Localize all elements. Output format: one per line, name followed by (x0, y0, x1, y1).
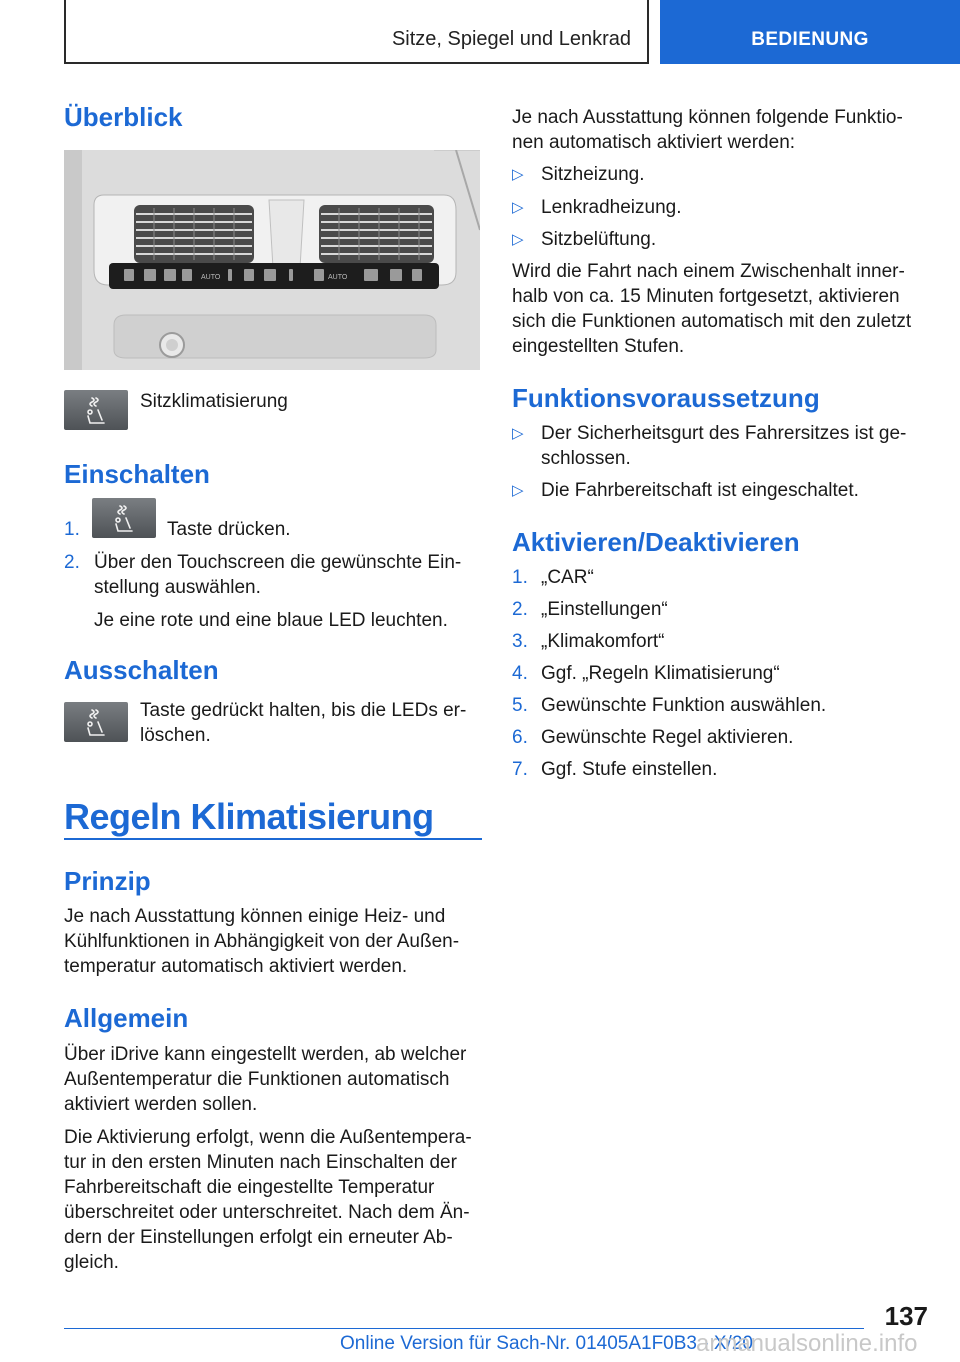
allgemein-line: gleich. (64, 1252, 119, 1273)
ausschalten-text: Taste gedrückt halten, bis die LEDs er- (140, 700, 467, 721)
seat-climate-icon (64, 390, 128, 430)
seat-climate-button-icon (92, 498, 156, 538)
heading-ausschalten: Ausschalten (64, 655, 219, 685)
allgemein-line: Über iDrive kann eingestellt werden, ab welcher (64, 1044, 467, 1065)
prinzip-line: temperatur automatisch aktiviert werden. (64, 956, 408, 977)
bullet-triangle-icon: ▷ (512, 199, 524, 216)
allgemein-line: dern der Einstellungen erfolgt ein erneuter Ab- (64, 1227, 453, 1248)
step-text: Gewünschte Funktion auswählen. (541, 695, 827, 716)
allgemein-line: Die Aktivierung erfolgt, wenn die Außentempera- (64, 1127, 472, 1148)
prinzip-line: Je nach Ausstattung können einige Heiz- und (64, 906, 446, 927)
condition-text: Der Sicherheitsgurt des Fahrersitzes ist ge- (541, 423, 907, 444)
step-number: 3. (512, 631, 528, 652)
resume-line: sich die Funktionen automatisch mit den zuletzt (512, 311, 912, 332)
step-number: 5. (512, 695, 528, 716)
heading-einschalten: Einschalten (64, 459, 210, 489)
step-number: 6. (512, 727, 528, 748)
resume-line: eingestellten Stufen. (512, 336, 685, 357)
heading-ueberblick: Überblick (64, 102, 183, 132)
header-section-title: Sitze, Spiegel und Lenkrad (391, 28, 631, 50)
condition-text: schlossen. (541, 448, 631, 469)
step-text: Gewünschte Regel aktivieren. (541, 727, 794, 748)
page-number: 137 (884, 1301, 928, 1331)
icon-caption: Sitzklimatisierung (140, 391, 288, 412)
header-chapter-tab[interactable] (660, 0, 960, 64)
step-text: Ggf. „Regeln Klimatisierung“ (541, 663, 780, 684)
bullet-triangle-icon: ▷ (512, 166, 524, 183)
step-note: Je eine rote und eine blaue LED leuchten. (94, 610, 448, 631)
seat-climate-icon-drawing (64, 702, 128, 742)
step-number: 1. (512, 567, 528, 588)
bullet-text: Sitzheizung. (541, 164, 645, 185)
step-number: 2. (64, 552, 80, 573)
footer-online-version: Online Version für Sach-Nr. 01405A1F0B3 - X/20 (340, 1333, 753, 1354)
step-number: 4. (512, 663, 528, 684)
seat-climate-icon (64, 702, 128, 742)
resume-line: Wird die Fahrt nach einem Zwischenhalt inner- (512, 261, 905, 282)
condition-text: Die Fahrbereitschaft ist eingeschaltet. (541, 480, 859, 501)
heading-allgemein: Allgemein (64, 1003, 189, 1033)
dashboard-photo (64, 150, 480, 370)
bullet-triangle-icon: ▷ (512, 231, 524, 248)
header-box (64, 0, 649, 64)
intro-line: nen automatisch aktiviert werden: (512, 132, 796, 153)
step-text: „Klimakomfort“ (541, 631, 665, 652)
bullet-triangle-icon: ▷ (512, 482, 524, 499)
step-text: „CAR“ (541, 567, 594, 588)
seat-climate-button-drawing (92, 498, 156, 538)
heading-funktionsvoraussetzung: Funktionsvoraussetzung (512, 383, 820, 413)
bullet-text: Sitzbelüftung. (541, 229, 657, 250)
intro-line: Je nach Ausstattung können folgende Funktio- (512, 107, 903, 128)
step-number: 2. (512, 599, 528, 620)
resume-line: halb von ca. 15 Minuten fortgesetzt, aktivieren (512, 286, 900, 307)
heading-prinzip: Prinzip (64, 866, 151, 896)
seat-climate-icon-drawing (64, 390, 128, 430)
allgemein-line: überschreitet oder unterschreitet. Nach dem Än- (64, 1202, 470, 1223)
step-text: Über den Touchscreen die gewünschte Ein- (94, 552, 462, 573)
bullet-triangle-icon: ▷ (512, 425, 524, 442)
allgemein-line: Außentemperatur die Funktionen automatisch (64, 1069, 450, 1090)
prinzip-line: Kühlfunktionen in Abhängigkeit von der Außen- (64, 931, 460, 952)
ausschalten-text: löschen. (140, 725, 211, 746)
allgemein-line: aktiviert werden sollen. (64, 1094, 258, 1115)
step-number: 1. (64, 519, 80, 540)
step-text: Taste drücken. (167, 519, 291, 540)
footer-rule (64, 1328, 864, 1329)
heading-regeln-klimatisierung: Regeln Klimatisierung (64, 796, 434, 837)
allgemein-line: tur in den ersten Minuten nach Einschalten der (64, 1152, 457, 1173)
step-text: Ggf. Stufe einstellen. (541, 759, 718, 780)
step-number: 7. (512, 759, 528, 780)
bullet-text: Lenkradheizung. (541, 197, 682, 218)
dashboard-photo-drawing (64, 150, 480, 370)
header-chapter-label: BEDIENUNG (751, 29, 869, 50)
heading-aktivieren-deaktivieren: Aktivieren/Deaktivieren (512, 527, 800, 557)
step-text: „Einstellungen“ (541, 599, 668, 620)
watermark-text: armanualsonline.info (696, 1330, 918, 1357)
step-text: stellung auswählen. (94, 577, 261, 598)
photo-auto-label-left: AUTO (201, 274, 221, 281)
heading-rule (64, 838, 482, 840)
photo-auto-label-right: AUTO (328, 274, 348, 281)
allgemein-line: Fahrbereitschaft die eingestellte Temperatur (64, 1177, 435, 1198)
